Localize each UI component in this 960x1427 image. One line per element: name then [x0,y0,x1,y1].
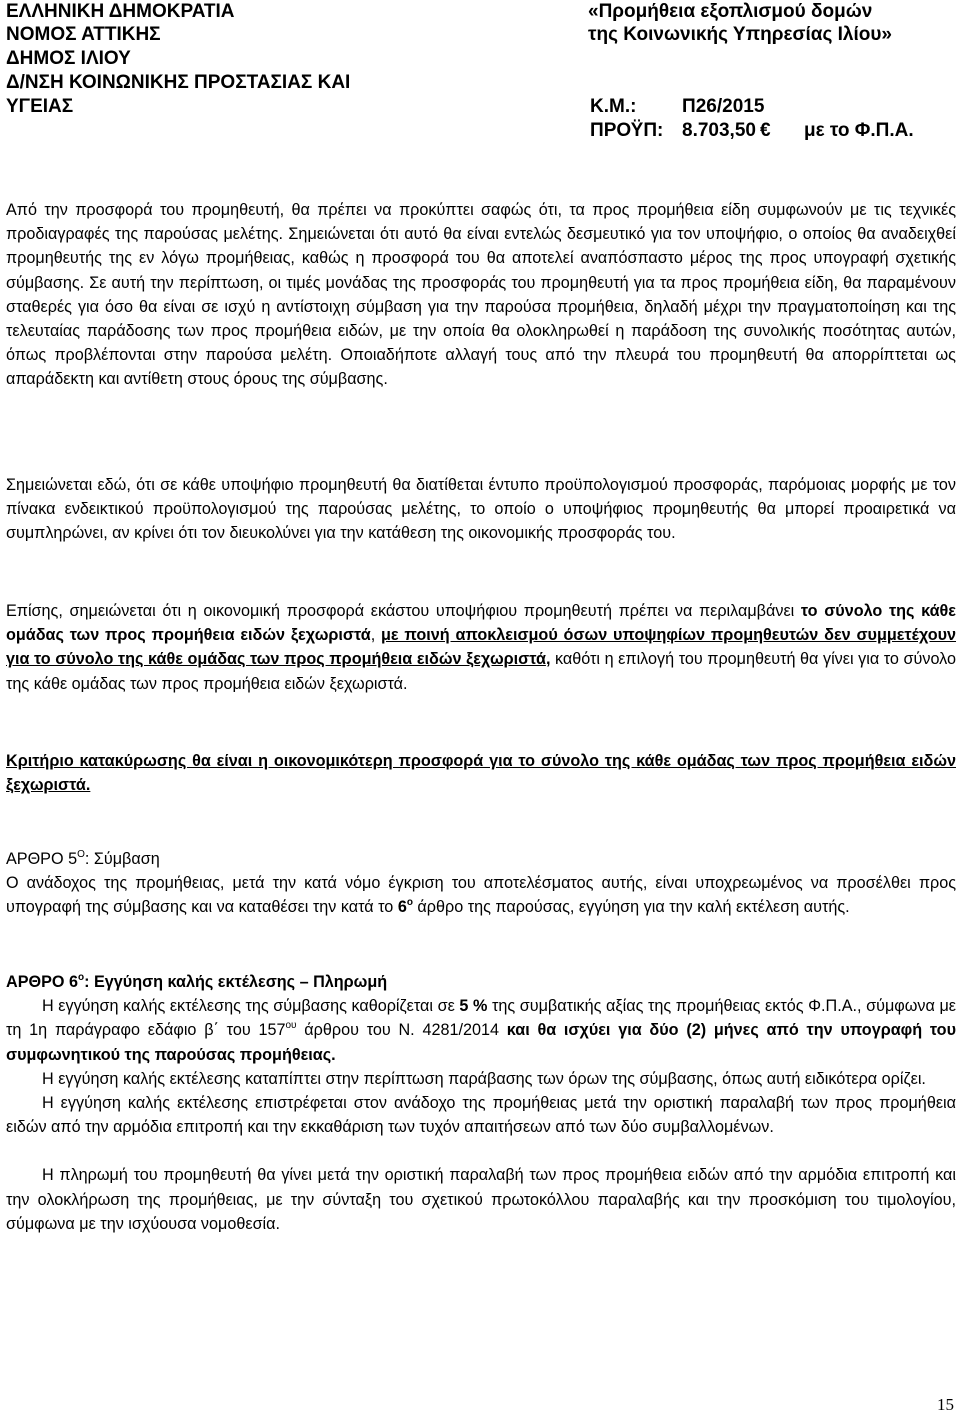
km-label: Κ.Μ.: [590,96,637,117]
budget-form-paragraph: Σημειώνεται εδώ, ότι σε κάθε υποψήφιο προμηθευτή θα διατίθεται έντυπο προϋπολογισμού προσφοράς, παρόμοιας μορφής με τον πίνακα ενδεικτικού προϋπολογισμού της παρούσας μελέτης, το οποίο ο υποψήφιος προμηθευτής θα μπορεί προαιρετικά να συμπληρώνει, αν κρίνει ότι τον διευκολύνει για την κατάθεση της οικονομικής προσφοράς του. [6,476,956,543]
group-offer-paragraph: Επίσης, σημειώνεται ότι η οικονομική προσφορά εκάστου υποψήφιου προμηθευτή πρέπει να περιλαμβάνει το σύνολο της κάθε ομάδας των προς προμήθεια ειδών ξεχωριστά, με ποινή αποκλεισμού όσων υποψηφίων προμηθευτών δεν συμμετέχουν για το σύνολο της κάθε ομάδας των προς προμήθεια ειδών ξεχωριστά, καθότι η επιλογή του προμηθευτή θα γίνει για το σύνολο της κάθε ομάδας των προς προμήθεια ειδών ξεχωριστά. [6,602,957,693]
header-directorate: Δ/ΝΣΗ ΚΟΙΝΩΝΙΚΗΣ ΠΡΟΣΤΑΣΙΑΣ ΚΑΙ [6,72,351,93]
km-value: Π26/2015 [682,96,765,117]
article-5-title: ΑΡΘΡΟ $5^O$: Σύμβαση [6,849,160,868]
page-number: 15 [937,1395,954,1414]
article-6-guarantee: Η εγγύηση καλής εκτέλεσης της σύμβασης καθορίζεται σε 5 % της συμβατικής αξίας της προμήθειας εκτός Φ.Π.Α., σύμφωνα με τη 1η παράγραφο εδάφιο β΄ του $157^{o\upsilon}$ άρθρου του Ν. 4281/2014 και θα ισχύει για δύο (2) μήνες από την υπογραφή του συμφωνητικού της παρούσας προμήθειας. [6,997,956,1064]
budget-value: 8.703,50 [682,120,756,141]
budget-suffix: με το Φ.Π.Α. [804,120,914,141]
header-municipality: ΔΗΜΟΣ ΙΛΙΟΥ [6,48,131,69]
article-6 [6,970,956,1236]
euro-icon: € [760,120,771,141]
header-prefecture: ΝΟΜΟΣ ΑΤΤΙΚΗΣ [6,24,161,45]
offer-conformity-paragraph: Από την προσφορά του προμηθευτή, θα πρέπει να προκύπτει σαφώς ότι, τα προς προμήθεια είδη συμφωνούν με τις τεχνικές προδιαγραφές της παρούσας μελέτης. Σημειώνεται ότι αυτό θα είναι εντελώς δεσμευτικό για τον υποψήφιο, ο οποίος θα αναδειχθεί προμηθευτής της εν λόγω προμήθειας, καθώς η προσφορά του θα αποτελεί αναπόσπαστο μέρος της προς υπογραφή σχετικής σύμβασης. Σε αυτή την περίπτωση, οι τιμές μονάδας της προσφοράς του προμηθευτή για τα προς προμήθεια είδη, θα παραμένουν σταθερές για όσο θα είναι σε ισχύ η αντίστοιχη σύμβαση για την παρούσα προμήθεια, δηλαδή μέχρι την πραγματοποίηση και της τελευταίας παράδοσης των προς προμήθεια ειδών, με την οποία θα ολοκληρωθεί η παράδοση της συνολικής ποσότητας αυτών, όπως προβλέπονται στην παρούσα μελέτη. Οποιαδήποτε αλλαγή τους από την πλευρά του προμηθευτή θα απορρίπτεται ως απαράδεκτη και αντίθετη στους όρους της σύμβασης. [6,201,956,389]
article-6-forfeit: Η εγγύηση καλής εκτέλεσης καταπίπτει στην περίπτωση παράβασης των όρων της σύμβασης, όπως αυτή ειδικότερα ορίζει. [42,1069,926,1088]
article-5-text: Ο ανάδοχος της προμήθειας, μετά την κατά νόμο έγκριση του αποτελέσματος αυτής, είναι υποχρεωμένος να προσέλθει προς υπογραφή της σύμβασης και να καταθέσει την κατά το $6^o$ άρθρο της παρούσας, εγγύηση για την καλή εκτέλεση αυτής. [6,874,956,917]
article-6-title: ΑΡΘΡΟ $6^o$: Εγγύηση καλής εκτέλεσης – Πληρωμή [6,972,388,991]
header-country: ΕΛΛΗΝΙΚΗ ΔΗΜΟΚΡΑΤΙΑ [6,1,235,22]
article-5 [6,847,956,920]
budget-label: ΠΡΟΫΠ: [590,120,664,141]
article-6-payment: Η πληρωμή του προμηθευτή θα γίνει μετά την οριστική παραλαβή των προς προμήθεια ειδών από την αρμόδια επιτροπή και την ολοκλήρωση της προμήθειας, με την σύνταξη του σχετικού πρωτοκόλλου παραλαβής και την προσκόμιση του τιμολογίου, σύμφωνα με την ισχύουσα νομοθεσία. [6,1166,956,1233]
award-criterion: Κριτήριο κατακύρωσης θα είναι η οικονομικότερη προσφορά για το σύνολο της κάθε ομάδας των προς προμήθεια ειδών ξεχωριστά. [6,752,956,795]
article-6-return: Η εγγύηση καλής εκτέλεσης επιστρέφεται στον ανάδοχο της προμήθειας μετά την οριστική παραλαβή των προς προμήθεια ειδών από την αρμόδια επιτροπή και την εκκαθάριση των τυχόν απαιτήσεων από των δύο συμβαλλομένων. [6,1094,956,1137]
project-title-line2: της Κοινωνικής Υπηρεσίας Ιλίου» [588,24,892,45]
project-title-line1: «Προμήθεια εξοπλισμού δομών [588,1,873,22]
header-directorate-cont: ΥΓΕΙΑΣ [6,96,74,117]
